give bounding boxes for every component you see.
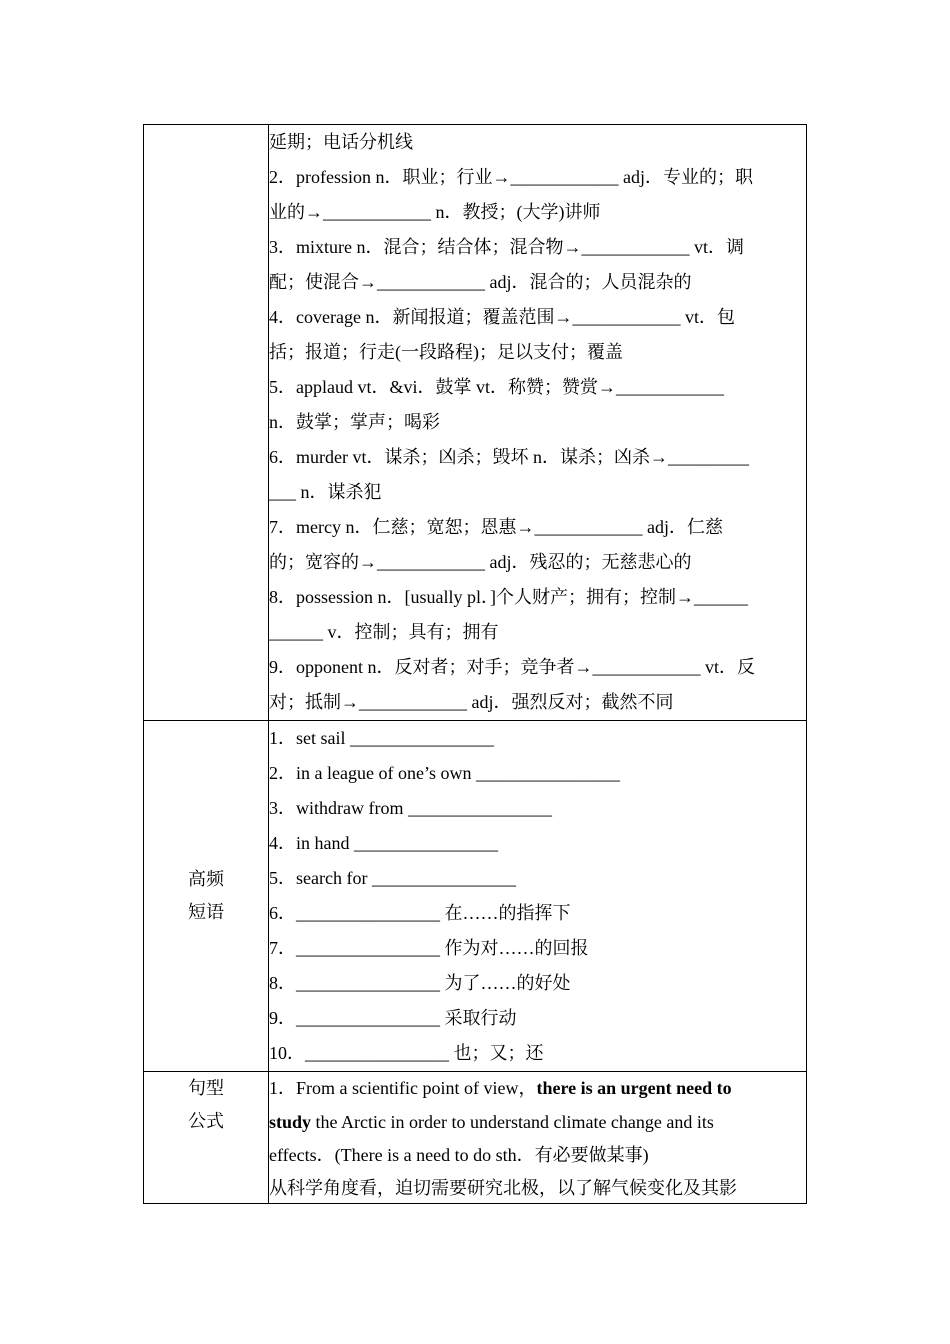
vocab-line: 括；报道；行走(一段路程)；足以支付；覆盖 (269, 342, 623, 362)
sentence-rest: the Arctic in order to understand climate change and its (311, 1111, 714, 1132)
worksheet-table (143, 124, 807, 1204)
phrase-item: 10．________________ 也；又；还 (269, 1043, 544, 1063)
phrase-item: 1．set sail ________________ (269, 728, 494, 748)
sentence-label-line1: 句型 (188, 1078, 224, 1098)
phrases-content-cell (269, 721, 807, 1072)
phrase-item: 5．search for ________________ (269, 868, 516, 888)
vocab-line: 的；宽容的→____________ adj．残忍的；无慈悲心的 (269, 552, 692, 572)
vocab-line: 9．opponent n．反对者；对手；竞争者→____________ vt．反 (269, 657, 755, 677)
sentence-translation: 从科学角度看，迫切需要研究北极，以了解气候变化及其影 (269, 1177, 737, 1198)
vocab-line: n．鼓掌；掌声；喝彩 (269, 412, 440, 432)
phrases-row (144, 721, 807, 1072)
phrase-item: 3．withdraw from ________________ (269, 798, 552, 818)
phrases-label-line1: 高频 (188, 869, 224, 889)
sentence-line (269, 1072, 806, 1106)
vocab-line: 3．mixture n．混合；结合体；混合物→____________ vt．调 (269, 237, 744, 257)
vocabulary-row (144, 125, 807, 721)
vocab-line: ___ n．谋杀犯 (269, 482, 382, 502)
sentence-patterns-row (144, 1072, 807, 1204)
vocab-line: 配；使混合→____________ adj．混合的；人员混杂的 (269, 272, 692, 292)
sentence-patterns-label-cell (144, 1072, 269, 1204)
vocabulary-content-cell (269, 125, 807, 721)
vocab-line: 6．murder vt．谋杀；凶杀；毁坏 n．谋杀；凶杀→_________ (269, 447, 749, 467)
phrase-item: 2．in a league of one’s own ________________ (269, 763, 620, 783)
phrase-item: 4．in hand ________________ (269, 833, 498, 853)
vocab-line: 8．possession n．[usually pl．]个人财产；拥有；控制→______ (269, 587, 748, 607)
phrase-item: 7．________________ 作为对……的回报 (269, 938, 589, 958)
sentence-line (269, 1106, 806, 1140)
sentence-bold-part: study (269, 1111, 312, 1132)
phrases-label-line2: 短语 (188, 902, 224, 922)
sentence-bold-part: there is an urgent need to (536, 1078, 732, 1098)
phrases-label-cell (144, 721, 269, 1072)
phrase-item: 8．________________ 为了……的好处 (269, 973, 571, 993)
phrase-item: 6．________________ 在……的指挥下 (269, 903, 571, 923)
sentence-line: effects．(There is a need to do sth．有必要做某事) (269, 1145, 649, 1165)
vocab-line: 4．coverage n．新闻报道；覆盖范围→____________ vt．包 (269, 307, 735, 327)
vocab-line: ______ v．控制；具有；拥有 (269, 622, 499, 642)
phrase-item: 9．________________ 采取行动 (269, 1008, 517, 1028)
sentence-prefix: 1．From a scientific point of view， (269, 1078, 537, 1098)
sentence-label-line2: 公式 (188, 1111, 224, 1131)
vocab-line: 7．mercy n．仁慈；宽恕；恩惠→____________ adj．仁慈 (269, 517, 723, 537)
vocabulary-label-cell (144, 125, 269, 721)
sentence-patterns-content-cell (269, 1072, 807, 1204)
vocab-line: 延期；电话分机线 (269, 132, 413, 152)
vocab-line: 对；抵制→____________ adj．强烈反对；截然不同 (269, 692, 674, 712)
vocab-line: 5．applaud vt．&vi．鼓掌 vt．称赞；赞赏→____________ (269, 377, 724, 397)
vocab-line: 2．profession n．职业；行业→____________ adj．专业的；职 (269, 167, 753, 187)
vocab-line: 业的→____________ n．教授；(大学)讲师 (269, 202, 601, 222)
